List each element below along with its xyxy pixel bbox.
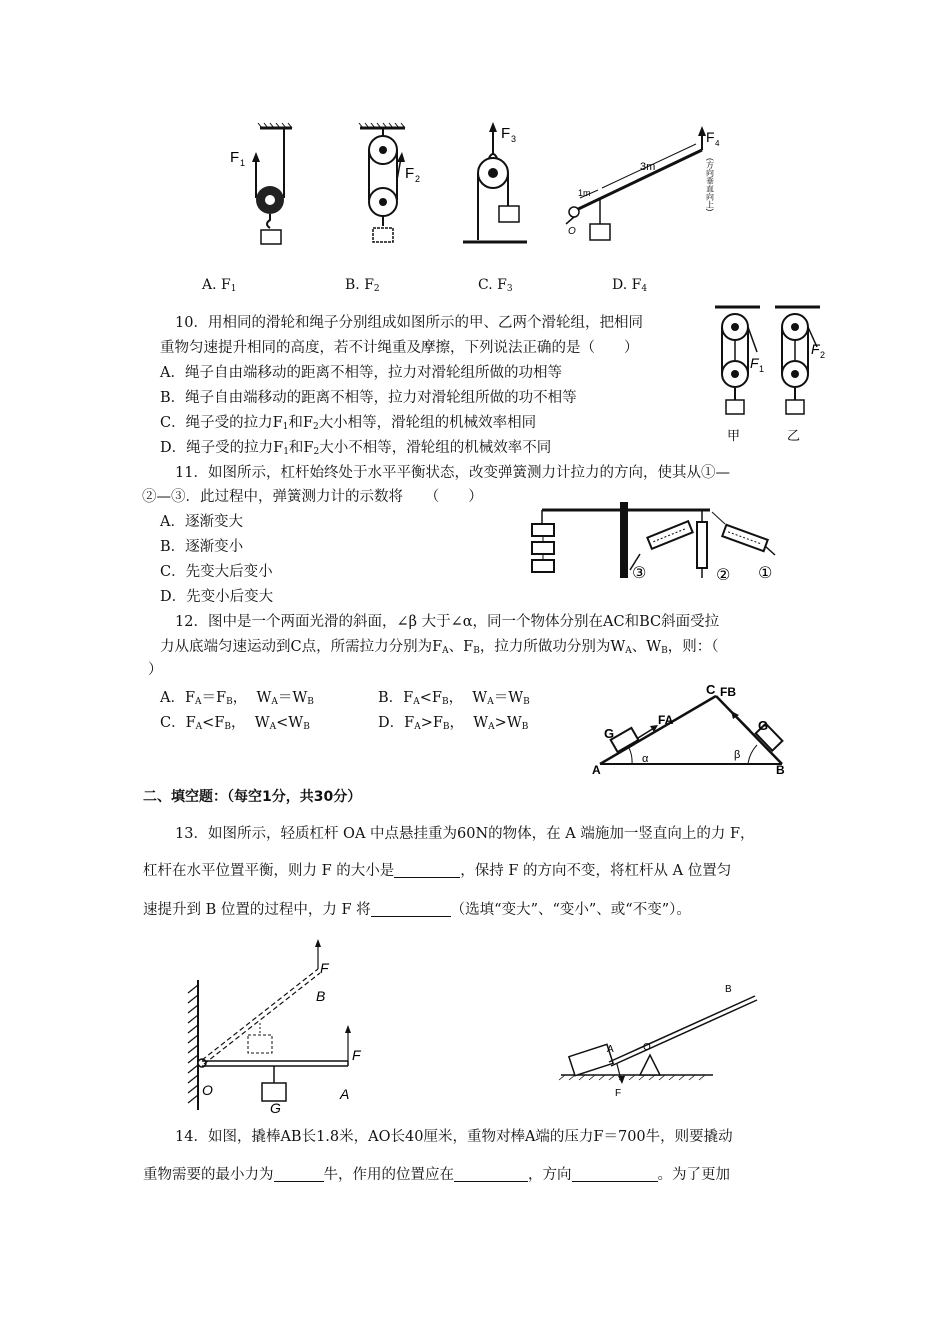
q9-figure-f4 [560, 120, 730, 255]
q14-stem-line1: 14．如图，撬棒AB长1.8米，AO长40厘米，重物对棒A端的压力F＝700牛，则要撬动 [175, 1129, 733, 1145]
q12-figure [592, 682, 787, 774]
q9-figure-f1 [220, 120, 300, 255]
f2-label: F [405, 165, 415, 182]
q9-option-c[interactable]: C. $F_3$ [478, 277, 513, 294]
q11-mark-3: ③ [632, 565, 647, 580]
q12-option-c[interactable]: C．$F_A<F_B$， $W_A<W_B$ [160, 715, 310, 732]
q11-mark-2: ② [716, 567, 731, 580]
q13-fig-a: A [340, 1086, 350, 1102]
q10-figure [705, 302, 835, 462]
q12-fig-alpha: α [642, 753, 649, 765]
q12-stem-line2: 力从底端匀速运动到C点，所需拉力分别为$F_A$、$F_B$，拉力所做功分别为$W_A$、$W_B$，则：（ [160, 639, 719, 656]
q12-fig-b: B [776, 763, 785, 774]
q13-stem-line3: 速提升到 B 位置的过程中，力 F 将 （选填“变大”、“变小”、或“不变”）。 [143, 902, 691, 918]
f4-dist-long: 3m [640, 161, 656, 173]
q12-stem-line3: ） [148, 662, 163, 678]
q10-option-a[interactable]: A．绳子自由端移动的距离不相等，拉力对滑轮组所做的功相等 [160, 365, 562, 381]
q11-stem-line1: 11．如图所示，杠杆始终处于水平平衡状态，改变弹簧测力计拉力的方向，使其从①— [175, 465, 730, 481]
q14-fig-f: F [615, 1088, 622, 1099]
q13-blank-1[interactable] [394, 862, 460, 878]
q13-stem-line1: 13．如图所示，轻质杠杆 OA 中点悬挂重为60N的物体，在 A 端施加一竖直向上的力 F， [175, 826, 755, 842]
q14-fig-o: O [643, 1042, 651, 1053]
q12-option-b[interactable]: B．$F_A<F_B$， $W_A=W_B$ [378, 690, 530, 707]
f4-label: F [706, 129, 715, 145]
q10-f2-sub: 2 [820, 350, 826, 360]
q12-fig-g1: G [604, 726, 615, 741]
q14-fig-a: A [607, 1044, 614, 1055]
q9-figure-f3 [455, 118, 540, 253]
q9-option-d[interactable]: D. $F_4$ [612, 277, 648, 294]
q10-option-c[interactable]: C．绳子受的拉力$F_1$和$F_2$大小相等，滑轮组的机械效率相同 [160, 415, 537, 432]
q12-fig-fa: FA [658, 713, 674, 727]
q10-f1-label: F [750, 355, 759, 371]
q10-option-d[interactable]: D．绳子受的拉力$F_1$和$F_2$大小不相等，滑轮组的机械效率不同 [160, 440, 552, 457]
q10-label-jia: 甲 [727, 428, 741, 443]
q13-stem-line2: 杠杆在水平位置平衡，则力 F 的大小是 ，保持 F 的方向不变，将杠杆从 A 位置匀 [143, 863, 732, 879]
q12-option-a[interactable]: A．$F_A=F_B$， $W_A=W_B$ [160, 690, 314, 707]
q10-stem-line1: 10．用相同的滑轮和绳子分别组成如图所示的甲、乙两个滑轮组，把相同 [175, 315, 643, 331]
q10-label-yi: 乙 [787, 428, 801, 443]
q10-f1-sub: 1 [759, 364, 765, 374]
q10-option-b[interactable]: B．绳子自由端移动的距离不相等，拉力对滑轮组所做的功不相等 [160, 390, 577, 406]
f4-dist-short: 1m [578, 188, 591, 198]
f4-note: (方向垂直向上) [705, 158, 715, 212]
f3-sub: 3 [511, 134, 517, 144]
q12-option-d[interactable]: D．$F_A>F_B$， $W_A>W_B$ [378, 715, 529, 732]
q12-fig-a: A [592, 763, 601, 774]
q14-blank-1[interactable] [274, 1166, 324, 1182]
q11-option-d[interactable]: D．先变小后变大 [160, 589, 274, 605]
q12-fig-fb: FB [720, 685, 736, 699]
q14-fig-b: B [725, 984, 732, 995]
q14-blank-2[interactable] [454, 1166, 528, 1182]
q9-option-b[interactable]: B. $F_2$ [345, 277, 380, 294]
q14-stem-line2: 重物需要的最小力为 牛，作用的位置应在 ，方向 。为了更加 [143, 1167, 730, 1183]
q11-option-a[interactable]: A．逐渐变大 [160, 514, 243, 530]
q12-fig-beta: β [734, 749, 741, 761]
q13-fig-f-top: F [320, 960, 329, 976]
q14-blank-3[interactable] [572, 1166, 658, 1182]
q9-option-a[interactable]: A. $F_1$ [202, 277, 237, 294]
f3-label: F [501, 125, 511, 142]
q13-blank-2[interactable] [371, 901, 451, 917]
q13-fig-o: O [202, 1082, 213, 1098]
q13-fig-g: G [270, 1100, 281, 1115]
q11-option-b[interactable]: B．逐渐变小 [160, 539, 244, 555]
q13-fig-b: B [316, 988, 326, 1004]
q11-mark-1: ① [758, 565, 773, 580]
f2-sub: 2 [415, 174, 421, 184]
q12-fig-g2: G [758, 718, 769, 733]
f1-sub: 1 [240, 158, 246, 168]
section-2-title: 二、填空题：（每空1分，共30分） [143, 789, 362, 805]
q14-figure [555, 980, 770, 1100]
q10-f2-label: F [811, 341, 820, 357]
q11-option-c[interactable]: C．先变大后变小 [160, 564, 273, 580]
f1-label: F [230, 149, 240, 166]
q13-figure [180, 935, 380, 1115]
q9-figure-f2 [345, 120, 430, 255]
q11-stem-line2: ②—③．此过程中，弹簧测力计的示数将 （ ） [142, 489, 483, 505]
q12-fig-c: C [706, 682, 716, 697]
q11-figure [520, 500, 785, 580]
q10-stem-line2: 重物匀速提升相同的高度，若不计绳重及摩擦，下列说法正确的是（ ） [160, 340, 639, 356]
f4-pivot: O [568, 226, 576, 237]
q12-stem-line1: 12．图中是一个两面光滑的斜面，∠β 大于∠α，同一个物体分别在AC和BC斜面受拉 [175, 614, 720, 630]
f4-sub: 4 [715, 139, 720, 148]
q13-fig-f-right: F [352, 1047, 361, 1063]
